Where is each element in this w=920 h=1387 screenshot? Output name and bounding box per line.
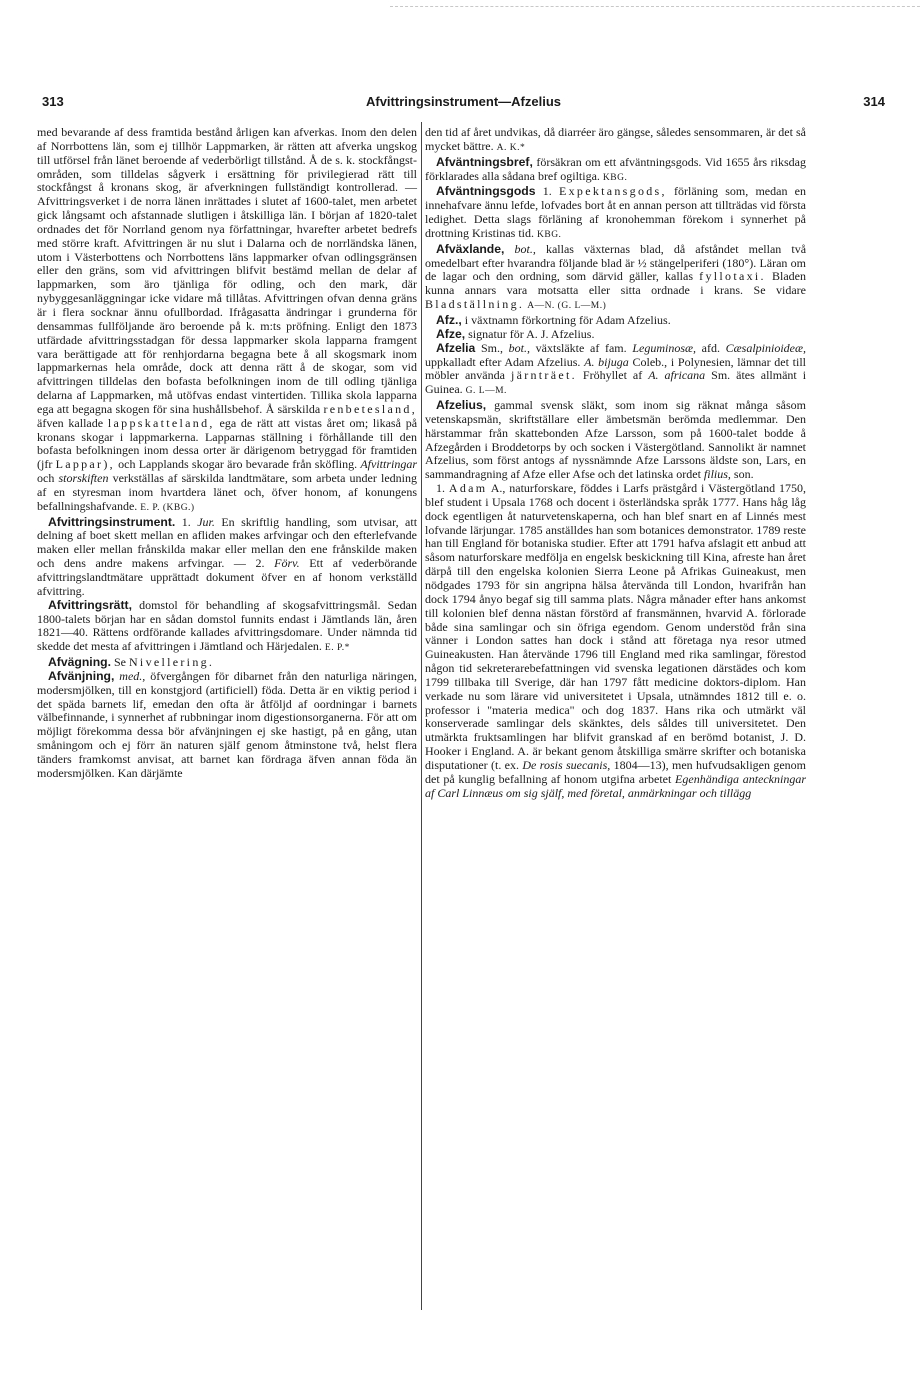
- entry-afvantningsbref: Afväntningsbref, försäkran om ett afväntningsgods. Vid 1655 års riksdag förklarades alla sådana bref ogiltiga. KBG.: [425, 154, 806, 183]
- headword: Afväntningsgods: [436, 184, 536, 199]
- entry-afvittringsinstrument: Afvittringsinstrument. 1. Jur. En skriftlig handling, som utvisar, att delning af boet skett mellan en afliden makes arfvingar och den efterlefvande maken eller mellan frånskilda makar eller mellan den ene frånskilde maken och dens andre makens arfvingar. — 2. Förv. Ett af vederbörande afvittringslandtmätare upprättadt dokument öfver en af honom verkställd afvittring.: [37, 514, 418, 598]
- entry-afzelius: Afzelius, gammal svensk släkt, som inom sig räknat många såsom vetenskapsmän, skriftställare eller ämbetsmän berömda medlemmar. Den härstammar från skattebonden Afze Larsson, som på 1600-talet bodde å Afzegården i Broddetorps by och socken i Västergötland. Sannolikt är namnet Afzelius, som först antogs af nyssnämnde Afze Larssons äldste son, Lars, en sammandragning af Afze eller Afse och det latinska ordet filius, son.: [425, 398, 806, 482]
- page-number-left: 313: [42, 94, 64, 109]
- scan-edge-line: [390, 6, 920, 7]
- entry-afvittringsratt: Afvittringsrätt, domstol för behandling af skogsafvittringsmål. Sedan 1800-talets början har en sådan domstol funnits endast i Jämtlands län, åren 1821—40. Rättens ordförande kallades afvittringsdomare. Under nämnda tid skedde det mesta af afvittringen i Jämtland och Härjedalen. E. P.*: [37, 597, 417, 654]
- entry-afvanjning: Afvänjning, med., öfvergången för dibarnet från den naturliga näringen, modersmjölken, till en konstgjord (artificiell) föda. Detta är en viktig period i det späda barnets lif, emedan den ofta är åtföljd af oordningar i barnets välbefinnande, i synnerhet af rubbningar inom digestionsorganerna. För att om möjligt förekomma dessa bör afvänjningen ej ske hastigt, på en gång, utan småningom och ej förr än naturen själf genom åtminstone två, helst flera tänders framkomst anvisat, att barnet kan fördraga äfven annan föda än modersmjölken. Kan därjämte: [37, 668, 418, 780]
- running-title: Afvittringsinstrument—Afzelius: [365, 94, 561, 109]
- headword: Afvänjning,: [48, 668, 115, 683]
- headword: Afzelia: [436, 340, 476, 355]
- author-signature: KBG.: [602, 172, 628, 183]
- author-signature: E. P. (KBG.): [140, 502, 195, 513]
- headword: Afzelius,: [436, 398, 487, 413]
- author-signature: A—N. (G. L—M.): [527, 301, 607, 312]
- entry-afvagning: Afvägning. Se Nivellering.: [48, 655, 215, 670]
- entry-afzelius-adam: 1. Adam A., naturforskare, föddes i Larfs prästgård i Västergötland 1750, blef student i Upsala 1768 och docent i österländska språk 1777. Hans håg låg dock egentligen åt naturvetenskaperna, och han blef snart en af Linnés mest lofvande lärjungar. 1785 anställdes han som botanices demonstrator. 1789 reste han till England för botaniska studier. Efter att 1791 hafva afslagit ett anbud att såsom naturforskare medfölja en engelsk beskickning till Kina, afreste han året därpå till den engelska kolonien Sierra Leone på Afrikas Guineakust, men nödgades 1793 för sin angripna hälsa återvända till London, hvarifrån han dock 1794 ånyo begaf sig till samma plats. Några månader efter hans ankomst till kolonien blef denna nästan förstörd af fransmännen, hvarvid A. förlorade både sina samlingar och sin öfriga egendom. Genom understöd från sina vänner i London sattes han dock i stånd att företaga nya resor utmed Guineakusten. Han återvände 1796 till England med rika samlingar, förestod någon tid sekreterarebefattningen vid svenska legationen därstädes och kom 1799 tillbaka till Sverige, där han 1797 fått medicine doktors-diplom. Han verkade nu som lärare vid universitetet i Upsala, utnämndes 1812 till e. o. professor i "materia medica" och dog 1837. Hans rika och utmärkt väl konserverade samlingar dels skänktes, dels såldes till universitetet. Den utmärkta fruktsamlingen har blifvit granskad af en berömd botanist, J. D. Hooker i England. A. är bekant genom åtskilliga smärre skrifter och botaniska disputationer (t. ex. De rosis suecanis, 1804—13), men hufvudsakligen genom det på kunglig befallning af honom utgifna arbetet Egenhändiga anteckningar af Carl Linnæus om sig själf, med företal, anmärkningar och tillägg: [425, 481, 807, 800]
- headword: Afz.,: [436, 312, 462, 327]
- cross-reference: Nivellering.: [128, 655, 215, 670]
- running-header: [42, 94, 885, 112]
- author-signature: A. K.*: [496, 142, 526, 153]
- headword: Afvittringsinstrument.: [48, 514, 176, 529]
- headword: Afze,: [436, 326, 466, 341]
- headword: Afväxlande,: [436, 241, 505, 256]
- entry-afvanjning-continued: den tid af året undvikas, då diarréer äro gängse, således sensommaren, är det så mycket bättre. A. K.*: [425, 125, 806, 153]
- left-column: [37, 126, 417, 781]
- cross-reference: Bladställning.: [425, 297, 525, 312]
- author-signature: E. P.*: [324, 643, 350, 654]
- entry-afvantningsgods: Afväntningsgods 1. Expektansgods, förläning som, medan en innehafvare ännu lefde, lofvades bort åt en annan person att tillträdas vid första ledighet. Detta slags förläning af kronohemman förekom i synnerhet på drottning Kristinas tid. KBG.: [425, 184, 806, 240]
- page-number-right: 314: [863, 94, 885, 109]
- entry-afzelia: Afzelia Sm., bot., växtsläkte af fam. Leguminosæ, afd. Cæsalpinioideæ, uppkalladt efter Adam Afzelius. A. bijuga Coleb., i Polynesien, lämnar det till möbler använda järnträet. Fröhyllet af A. africana Sm. ätes allmänt i Guinea. G. L—M.: [425, 340, 807, 397]
- author-signature: G. L—M.: [465, 386, 507, 397]
- author-signature: KBG.: [537, 229, 562, 240]
- right-column: [425, 126, 806, 801]
- entry-afvaxlande: Afväxlande, bot., kallas växternas blad, då afståndet mellan två omedelbart efter hvarandra följande blad är ½ stängelperiferi (180°). Läran om de lagar och den ordning, som därvid gäller, kallas fyllotaxi. Bladen kunna annars vara motsatta eller sitta ordnade i krans. Se vidare Bladställning. A—N. (G. L—M.): [425, 241, 807, 312]
- entry-afvittring-continued: med bevarande af dess framtida bestånd årligen kan afverkas. Inom den delen af Norrbottens län, som ej tillhör Lappmarken, är rätten att afverka ungskog till utförsel från länet beroende af vederbörligt tillstånd. Å de s. k. stockfångst-områden, som tilldelas sågverk i ersättning för privilegierad rätt till stockfångst å kronans skog, är afverkningen fullständigt kontrollerad. — Afvittringsverket i de norra länen inrättades i slutet af 1600-talet, men arbetet gick långsamt och afstannade slutligen i åtskilliga län. I början af 1820-talet ordnades det för Norrland genom nya författningar, hvarefter arbetet bedrefs med större kraft. Afvittringen är nu slut i Dalarna och de norrländska länen, utom i Västerbottens och Norrbottens läns lappmarker ofvan odlingsgränsen eller den gräns, som vid afvittringen blifvit bestämd mellan de delar af lappmarken, som äro tjänliga för odling, och den mark, där nybyggesanläggningar icke vidare må tillåtas. Afvittringen ofvan denna gräns är i flera socknar ännu ofullbordad. Ifrågasatta ändringar i grunderna för densammas fullföljande äro beroende på k. m:ts pröfning. Enligt den 1873 utfärdade afvittringsstadgan för dessa lappmarker skola lapparna framgent vara berättigade att för renhjordarna begagna bete å all skogsmark inom lappmarkernas hela område, dock att denna rätt å de skogar, som vid afvittringen tilldelas den bofasta befolkningen inom de till odling tjänliga delarna af Lappmarken, må utöfvas endast vintertiden. Tillika skola lapparna ega att begagna skogen för sina hushållsbehof. Å särskilda renbetesland, äfven kallade lappskatteland, ega de rätt att vistas året om; likaså på kronans skogar i lappmarkerna. Lapparnas ställning i förhållande till den bofasta befolkningen inom dessa orter är därigenom betryggad för framtiden (jfr Lappar), och Lapplands skogar äro bevarade från sköfling. Afvittringar och storskiften verkställas af särskilda landtmätare, som arbeta under ledning af en styresman inom hvartdera länet och, öfver honom, af konungens befallningshafvande. E. P. (KBG.): [37, 125, 418, 513]
- entry-afze: Afze, signatur för A. J. Afzelius.: [436, 326, 595, 341]
- headword: Afvittringsrätt,: [48, 597, 132, 612]
- headword: Afvägning.: [48, 655, 111, 670]
- entry-afz: Afz., i växtnamn förkortning för Adam Afzelius.: [436, 312, 671, 327]
- column-divider: [421, 122, 422, 1310]
- headword: Afväntningsbref,: [436, 154, 533, 169]
